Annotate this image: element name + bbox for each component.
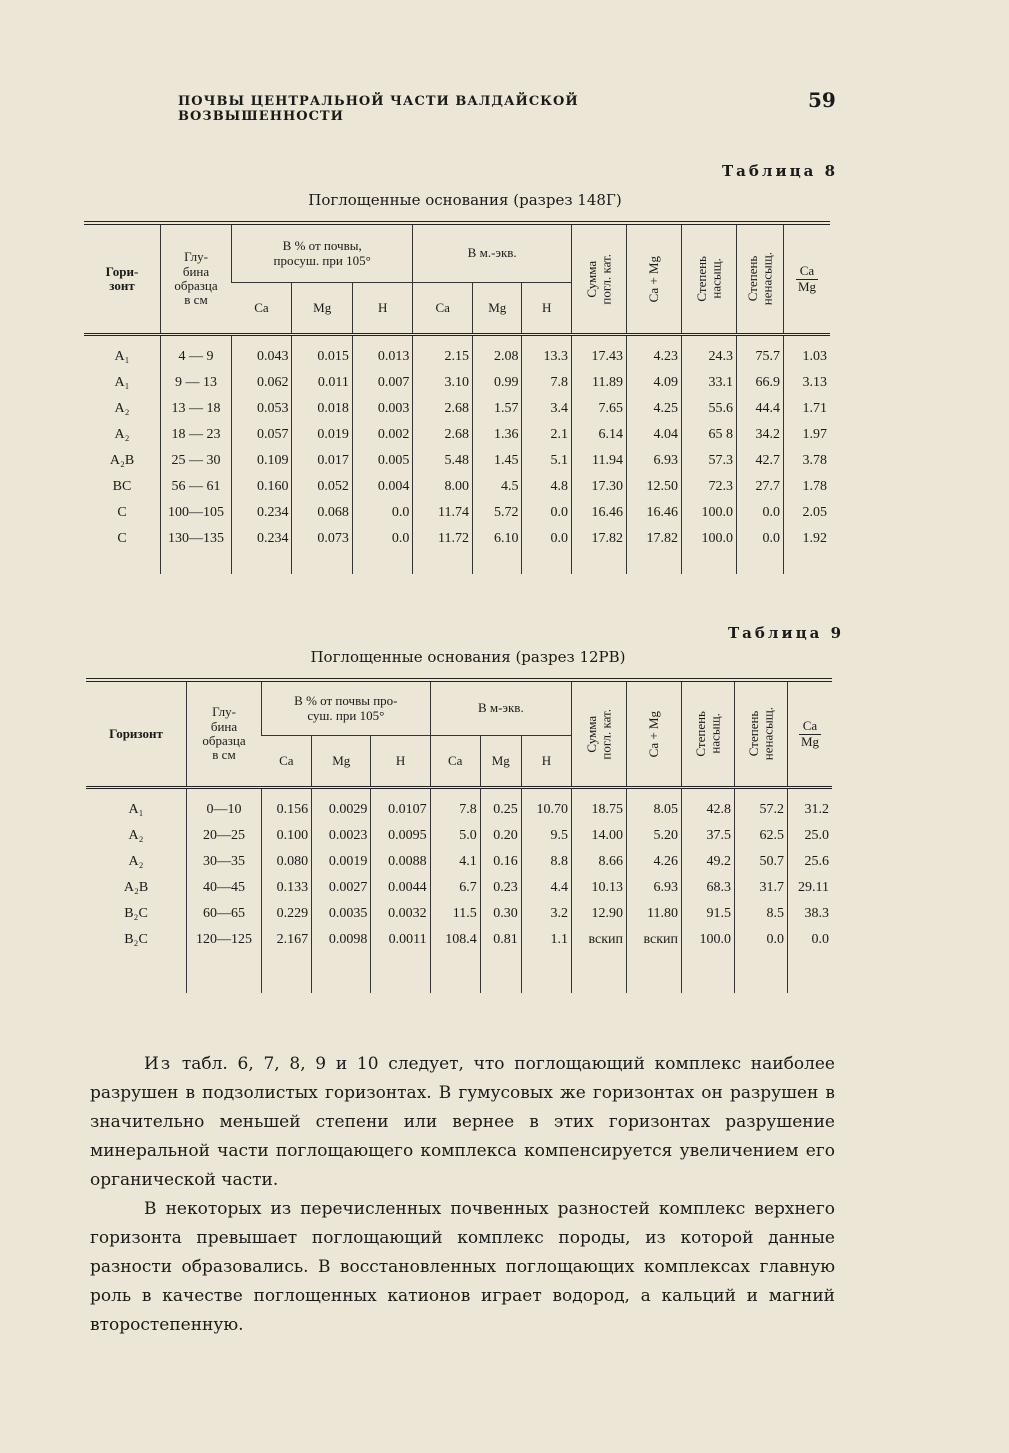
table-cell: 0.0011	[371, 927, 430, 953]
table-cell: 0.0023	[312, 823, 371, 849]
table-cell: 56 — 61	[161, 474, 232, 500]
table-cell: 4.23	[627, 344, 682, 370]
table8	[84, 221, 830, 574]
table-cell: 1.78	[784, 474, 831, 500]
table-row	[84, 448, 830, 474]
th-depth: Глу- бина образца в см	[161, 223, 232, 335]
table-row	[86, 875, 832, 901]
table-cell: 1.57	[473, 396, 522, 422]
table-cell: 17.82	[572, 526, 627, 552]
table-cell: 6.93	[627, 448, 682, 474]
table-cell: 12.50	[627, 474, 682, 500]
table-cell: 0.156	[262, 797, 312, 823]
table9-body	[86, 788, 832, 994]
table-cell: 4.8	[522, 474, 572, 500]
table-cell: 0.073	[292, 526, 352, 552]
th-pct-ca: Ca	[262, 736, 312, 788]
th-meq-mg: Mg	[480, 736, 521, 788]
table-cell: 14.00	[572, 823, 627, 849]
table8-caption: Поглощенные основания (разрез 148Г)	[308, 191, 622, 209]
th-sat: Степень насыщ.	[682, 680, 735, 788]
table-cell: 65 8	[682, 422, 737, 448]
table-cell: 72.3	[682, 474, 737, 500]
table-cell: 7.8	[430, 797, 480, 823]
table-cell: 8.05	[627, 797, 682, 823]
table8-label: Таблица 8	[722, 162, 839, 180]
th-unsat: Степень ненасыщ.	[735, 680, 788, 788]
table-cell: 0.043	[232, 344, 292, 370]
table-cell: 25.0	[788, 823, 833, 849]
table-cell: 0.018	[292, 396, 352, 422]
table-cell: 1.71	[784, 396, 831, 422]
body-text	[90, 1050, 835, 1340]
table-cell: 0.16	[480, 849, 521, 875]
table-cell: вскип	[627, 927, 682, 953]
table-cell: 11.94	[572, 448, 627, 474]
table-row	[86, 823, 832, 849]
table9-caption: Поглощенные основания (разрез 12РВ)	[310, 648, 626, 666]
table-cell: 100.0	[682, 526, 737, 552]
table-cell: 0—10	[187, 797, 262, 823]
table-cell: 0.23	[480, 875, 521, 901]
th-meq-mg: Mg	[473, 283, 522, 335]
table-cell: 17.30	[572, 474, 627, 500]
table-cell: 37.5	[682, 823, 735, 849]
table-cell: 0.0	[522, 526, 572, 552]
page-number: 59	[808, 88, 836, 112]
table-cell: вскип	[572, 927, 627, 953]
table-cell: 4.4	[521, 875, 571, 901]
table-cell: 49.2	[682, 849, 735, 875]
table9-label: Таблица 9	[728, 624, 845, 642]
table-row	[86, 797, 832, 823]
horizon-cell: A₁	[114, 349, 130, 364]
table-cell: 57.3	[682, 448, 737, 474]
th-camg: Ca + Mg	[627, 223, 682, 335]
table-cell: 0.25	[480, 797, 521, 823]
table-cell: 0.0027	[312, 875, 371, 901]
horizon-cell: A₂	[128, 854, 144, 869]
table-cell: 0.0	[352, 500, 412, 526]
th-meq-group: В м.-экв.	[413, 223, 572, 283]
table-cell: 3.2	[521, 901, 571, 927]
table9	[86, 678, 832, 993]
th-horizon: Гори- зонт	[84, 223, 161, 335]
th-ratio: $\frac{Ca}{Mg}$	[784, 223, 831, 335]
table-cell: 7.65	[572, 396, 627, 422]
table-cell: 0.100	[262, 823, 312, 849]
table-cell: 0.0019	[312, 849, 371, 875]
th-meq-h: H	[521, 736, 571, 788]
table-cell: 17.43	[572, 344, 627, 370]
table-cell: 2.15	[413, 344, 473, 370]
table-cell: 0.019	[292, 422, 352, 448]
table-cell: 57.2	[735, 797, 788, 823]
table-cell: 2.68	[413, 396, 473, 422]
table-cell: 0.080	[262, 849, 312, 875]
th-sum: Сумма погл. кат.	[572, 680, 627, 788]
th-camg: Ca + Mg	[627, 680, 682, 788]
table-cell: 25.6	[788, 849, 833, 875]
table-cell: 42.7	[737, 448, 784, 474]
horizon-cell: A₂	[128, 828, 144, 843]
table-cell: 16.46	[627, 500, 682, 526]
table-cell: 7.8	[522, 370, 572, 396]
paragraph: Из табл. 6, 7, 8, 9 и 10 следует, что поглощающий комплекс наиболее разрушен в подзолистых горизонтах. В гумусовых же горизонтах он разрушен в значительно меньшей степени или вернее в этих горизонтах разрушение минеральной части поглощающего комплекса компенсируется увеличением его органической части.	[90, 1054, 835, 1190]
horizon-cell: C	[117, 505, 127, 520]
table-cell: 2.05	[784, 500, 831, 526]
table-cell: 0.234	[232, 500, 292, 526]
table-cell: 2.167	[262, 927, 312, 953]
th-pct-mg: Mg	[312, 736, 371, 788]
table-cell: 4.09	[627, 370, 682, 396]
table-cell: 17.82	[627, 526, 682, 552]
horizon-cell: BC	[112, 479, 132, 494]
table-cell: 0.0107	[371, 797, 430, 823]
table-cell: 0.007	[352, 370, 412, 396]
table-cell: 12.90	[572, 901, 627, 927]
table-cell: 1.92	[784, 526, 831, 552]
table8-body	[84, 335, 830, 575]
th-pct-mg: Mg	[292, 283, 352, 335]
table-cell: 0.0044	[371, 875, 430, 901]
th-sat: Степень насыщ.	[682, 223, 737, 335]
table-cell: 42.8	[682, 797, 735, 823]
table-cell: 100.0	[682, 500, 737, 526]
table-cell: 4.26	[627, 849, 682, 875]
table-cell: 4.25	[627, 396, 682, 422]
table-cell: 3.10	[413, 370, 473, 396]
th-pct-ca: Ca	[232, 283, 292, 335]
horizon-cell: A₂	[114, 427, 130, 442]
table-cell: 6.10	[473, 526, 522, 552]
horizon-cell: B₂C	[124, 932, 148, 947]
table-row	[84, 344, 830, 370]
table-cell: 2.1	[522, 422, 572, 448]
table-cell: 30—35	[187, 849, 262, 875]
paragraph: В некоторых из перечисленных почвенных разностей комплекс верхнего горизонта превышает поглощающий комплекс породы, из которой данные разности образовались. В восстановленных поглощающих комплексах главную роль в качестве поглощенных катионов играет водород, а кальций и магний второстепенную.	[90, 1199, 835, 1335]
table-cell: 62.5	[735, 823, 788, 849]
table-cell: 11.80	[627, 901, 682, 927]
horizon-cell: A₂B	[109, 453, 135, 468]
table-cell: 60—65	[187, 901, 262, 927]
table-cell: 3.4	[522, 396, 572, 422]
th-meq-h: H	[522, 283, 572, 335]
table-cell: 18 — 23	[161, 422, 232, 448]
table-cell: 25 — 30	[161, 448, 232, 474]
table-cell: 11.74	[413, 500, 473, 526]
th-meq-group: В м-экв.	[430, 680, 571, 736]
lead-word: Из	[144, 1054, 173, 1074]
th-meq-ca: Ca	[430, 736, 480, 788]
table-cell: 0.0	[737, 500, 784, 526]
table-cell: 8.66	[572, 849, 627, 875]
table-cell: 29.11	[788, 875, 833, 901]
table-cell: 0.0095	[371, 823, 430, 849]
table-row	[84, 396, 830, 422]
table-row	[84, 526, 830, 552]
th-unsat: Степень ненасыщ.	[737, 223, 784, 335]
table-cell: 18.75	[572, 797, 627, 823]
table-cell: 4.04	[627, 422, 682, 448]
table-cell: 0.0	[735, 927, 788, 953]
table-cell: 44.4	[737, 396, 784, 422]
table-cell: 13 — 18	[161, 396, 232, 422]
table-cell: 0.0	[788, 927, 833, 953]
table-cell: 5.20	[627, 823, 682, 849]
table-cell: 0.017	[292, 448, 352, 474]
running-head: ПОЧВЫ ЦЕНТРАЛЬНОЙ ЧАСТИ ВАЛДАЙСКОЙ ВОЗВЫШЕННОСТИ	[178, 94, 579, 124]
table-cell: 24.3	[682, 344, 737, 370]
table-cell: 4.1	[430, 849, 480, 875]
table-cell: 2.68	[413, 422, 473, 448]
table-cell: 1.36	[473, 422, 522, 448]
table-cell: 27.7	[737, 474, 784, 500]
table-row	[86, 901, 832, 927]
table-cell: 8.00	[413, 474, 473, 500]
table-cell: 75.7	[737, 344, 784, 370]
th-meq-ca: Ca	[413, 283, 473, 335]
table-cell: 0.0	[352, 526, 412, 552]
table-cell: 100.0	[682, 927, 735, 953]
table-cell: 6.7	[430, 875, 480, 901]
table-row	[86, 927, 832, 953]
table-cell: 8.5	[735, 901, 788, 927]
table-cell: 0.81	[480, 927, 521, 953]
table-cell: 31.2	[788, 797, 833, 823]
table-cell: 11.72	[413, 526, 473, 552]
table-cell: 1.1	[521, 927, 571, 953]
table-cell: 55.6	[682, 396, 737, 422]
table-cell: 9.5	[521, 823, 571, 849]
table-row	[84, 500, 830, 526]
th-pct-group: В % от почвы, просуш. при 105°	[232, 223, 413, 283]
table-cell: 0.002	[352, 422, 412, 448]
table-cell: 10.70	[521, 797, 571, 823]
table-cell: 0.057	[232, 422, 292, 448]
th-pct-h: H	[371, 736, 430, 788]
table-row	[84, 474, 830, 500]
table-row	[84, 370, 830, 396]
th-pct-group: В % от почвы про- суш. при 105°	[262, 680, 431, 736]
horizon-cell: A₁	[114, 375, 130, 390]
table-cell: 38.3	[788, 901, 833, 927]
table-cell: 68.3	[682, 875, 735, 901]
table-cell: 34.2	[737, 422, 784, 448]
table-cell: 1.97	[784, 422, 831, 448]
table-cell: 0.0088	[371, 849, 430, 875]
table-row	[86, 849, 832, 875]
th-horizon: Горизонт	[86, 680, 187, 788]
table-cell: 50.7	[735, 849, 788, 875]
table-cell: 10.13	[572, 875, 627, 901]
table-cell: 0.0	[737, 526, 784, 552]
table-cell: 0.229	[262, 901, 312, 927]
table-cell: 5.48	[413, 448, 473, 474]
table-cell: 100—105	[161, 500, 232, 526]
table-cell: 3.78	[784, 448, 831, 474]
table-cell: 0.234	[232, 526, 292, 552]
table-cell: 0.99	[473, 370, 522, 396]
table-cell: 0.0098	[312, 927, 371, 953]
table-cell: 5.1	[522, 448, 572, 474]
th-pct-h: H	[352, 283, 412, 335]
table-cell: 40—45	[187, 875, 262, 901]
table-cell: 0.052	[292, 474, 352, 500]
table-cell: 4.5	[473, 474, 522, 500]
table-cell: 9 — 13	[161, 370, 232, 396]
table-cell: 0.005	[352, 448, 412, 474]
table-cell: 0.30	[480, 901, 521, 927]
table-cell: 13.3	[522, 344, 572, 370]
table-cell: 0.0035	[312, 901, 371, 927]
table-cell: 0.20	[480, 823, 521, 849]
table-cell: 108.4	[430, 927, 480, 953]
table-cell: 20—25	[187, 823, 262, 849]
table-cell: 66.9	[737, 370, 784, 396]
table-cell: 0.068	[292, 500, 352, 526]
table-cell: 0.011	[292, 370, 352, 396]
table-cell: 120—125	[187, 927, 262, 953]
table-cell: 0.053	[232, 396, 292, 422]
table-cell: 16.46	[572, 500, 627, 526]
table-cell: 5.72	[473, 500, 522, 526]
table-cell: 33.1	[682, 370, 737, 396]
horizon-cell: C	[117, 531, 127, 546]
horizon-cell: A₂B	[123, 880, 149, 895]
horizon-cell: A₁	[128, 802, 144, 817]
table-cell: 2.08	[473, 344, 522, 370]
table-cell: 0.003	[352, 396, 412, 422]
table-cell: 4 — 9	[161, 344, 232, 370]
table-cell: 91.5	[682, 901, 735, 927]
table-cell: 3.13	[784, 370, 831, 396]
table-cell: 1.03	[784, 344, 831, 370]
table-cell: 8.8	[521, 849, 571, 875]
table-cell: 11.5	[430, 901, 480, 927]
table-cell: 0.109	[232, 448, 292, 474]
th-ratio: $\frac{Ca}{Mg}$	[788, 680, 833, 788]
table-cell: 0.015	[292, 344, 352, 370]
table-cell: 31.7	[735, 875, 788, 901]
table-cell: 1.45	[473, 448, 522, 474]
table-cell: 0.0029	[312, 797, 371, 823]
table-cell: 0.013	[352, 344, 412, 370]
table-cell: 11.89	[572, 370, 627, 396]
table-row	[84, 422, 830, 448]
table-cell: 130—135	[161, 526, 232, 552]
table-cell: 0.0032	[371, 901, 430, 927]
table-cell: 0.160	[232, 474, 292, 500]
horizon-cell: A₂	[114, 401, 130, 416]
table-cell: 0.062	[232, 370, 292, 396]
th-depth: Глу- бина образца в см	[187, 680, 262, 788]
th-sum: Сумма погл. кат.	[572, 223, 627, 335]
table-cell: 0.0	[522, 500, 572, 526]
table-cell: 0.004	[352, 474, 412, 500]
horizon-cell: B₂C	[124, 906, 148, 921]
table-cell: 6.93	[627, 875, 682, 901]
table-cell: 5.0	[430, 823, 480, 849]
table-cell: 0.133	[262, 875, 312, 901]
table-cell: 6.14	[572, 422, 627, 448]
